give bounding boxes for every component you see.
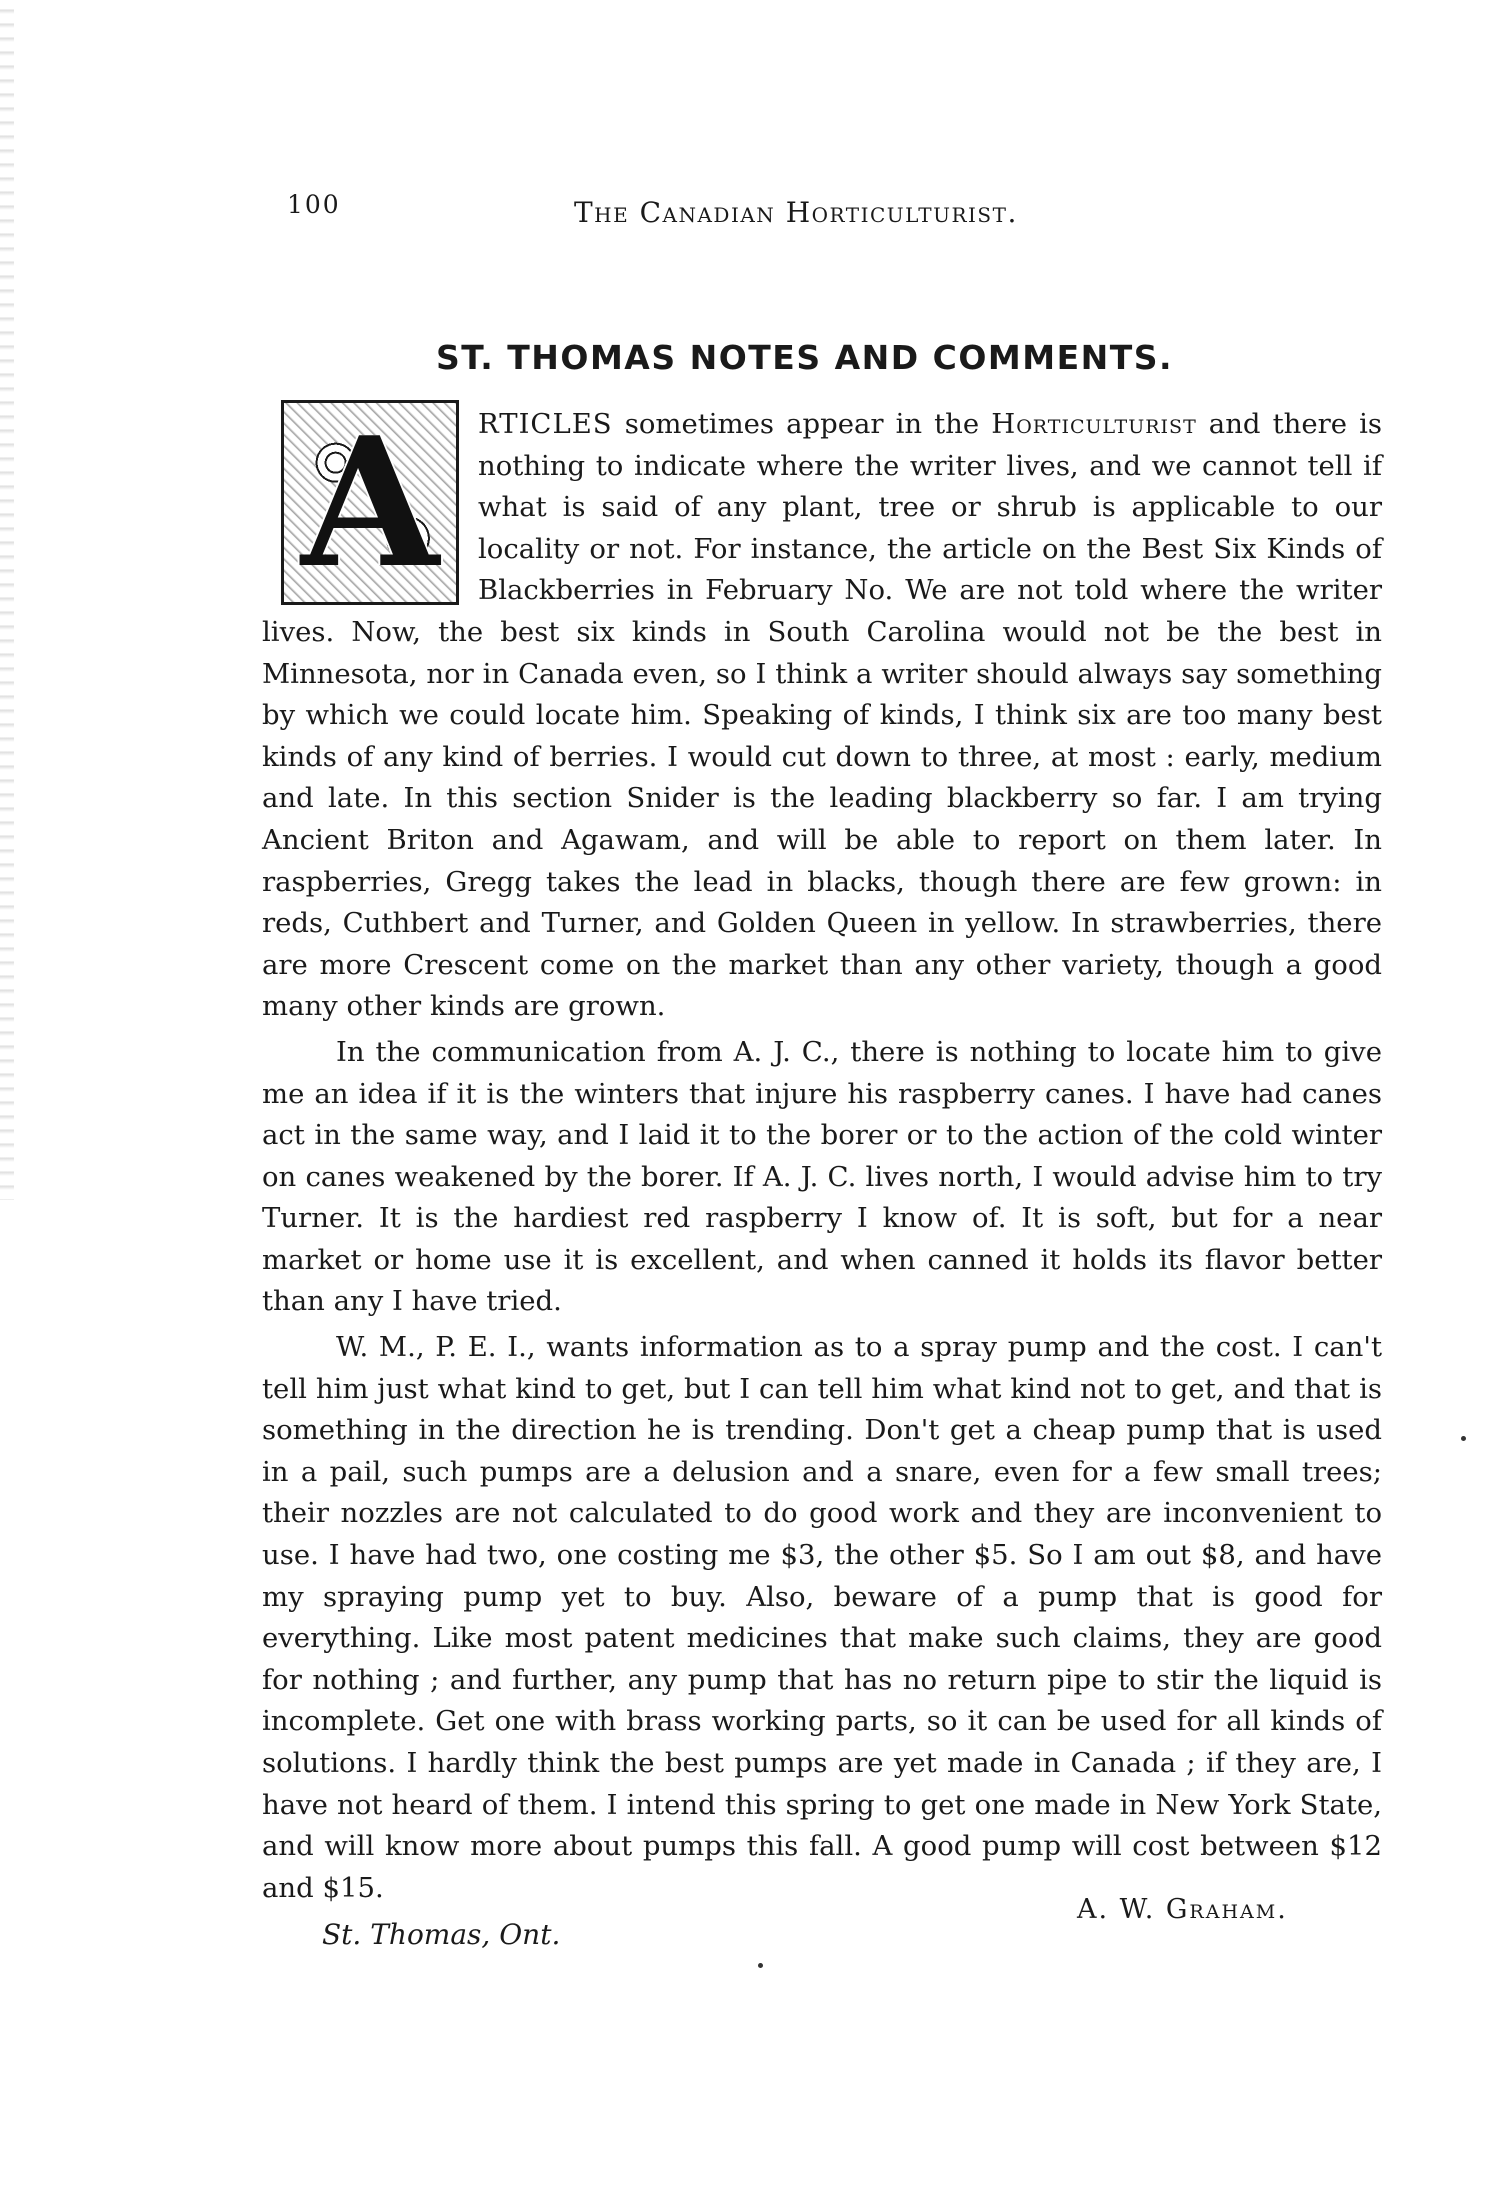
running-head: The Canadian Horticulturist. [574,196,1018,229]
dateline-place: St. Thomas, Ont. [322,1918,561,1951]
page-number: 100 [287,190,341,219]
paragraph-1-text-b: and there is nothing to indicate where the writer lives, and we cannot tell if what is said of any plant, tree or shrub is applicable to our locality or not. For instance, the article on the Best Six Kinds of Blackberries in February No. We are not told where the writer lives. Now, the best six kinds in South Carolina would not be the best in Minnesota, nor in Canada even, so I think a writer should always say something by which we could locate him. Speaking of kinds, I think six are too many best kinds of any kind of berries. I would cut down to three, at most : early, medium and late. In this section Snider is the leading blackberry so far. I am trying Ancient Briton and Agawam, and will be able to report on them later. In raspberries, Gregg takes the lead in blacks, though there are few grown: in reds, Cuthbert and Turner, and Golden Queen in yellow. In strawberries, there are more Crescent come on the market than any other variety, though a good many other kinds are grown. [262,408,1382,1023]
drop-cap-letter: A [300,397,440,607]
article-body [262,397,1382,1909]
paragraph-1-text-a: sometimes appear in the [612,408,992,440]
scan-edge-marks [0,0,14,1200]
author-signature: A. W. Graham. [1077,1894,1288,1925]
paragraph-1 [262,397,1382,1028]
article-title: ST. THOMAS NOTES AND COMMENTS. [436,338,1174,378]
paragraph-1-lead: RTICLES [478,408,613,440]
paragraph-2: In the communication from A. J. C., there is nothing to locate him to give me an idea if it is the winters that injure his raspberry canes. I have had canes act in the same way, and I laid it to the borer or to the action of the cold winter on canes weakened by the borer. If A. J. C. lives north, I would advise him to try Turner. It is the hardiest red raspberry I know of. It is soft, but for a near market or home use it is excellent, and when canned it holds its flavor better than any I have tried. [262,1035,1382,1318]
stray-mark [1461,1436,1466,1441]
paragraph-3: W. M., P. E. I., wants information as to a spray pump and the cost. I can't tell him just what kind to get, but I can tell him what kind not to get, and that is something in the direction he is trending. Don't get a cheap pump that is used in a pail, such pumps are a delusion and a snare, even for a few small trees; their nozzles are not calculated to do good work and they are inconvenient to use. I have had two, one costing me $3, the other $5. So I am out $8, and have my spraying pump yet to buy. Also, beware of a pump that is good for everything. Like most patent medicines that make such claims, they are good for nothing ; and further, any pump that has no return pipe to stir the liquid is incomplete. Get one with brass working parts, so it can be used for all kinds of solutions. I hardly think the best pumps are yet made in Canada ; if they are, I have not heard of them. I intend this spring to get one made in New York State, and will know more about pumps this fall. A good pump will cost between $12 and $15. [262,1331,1382,1904]
publication-name: Horticulturist [991,408,1197,440]
stray-mark [758,1963,763,1968]
